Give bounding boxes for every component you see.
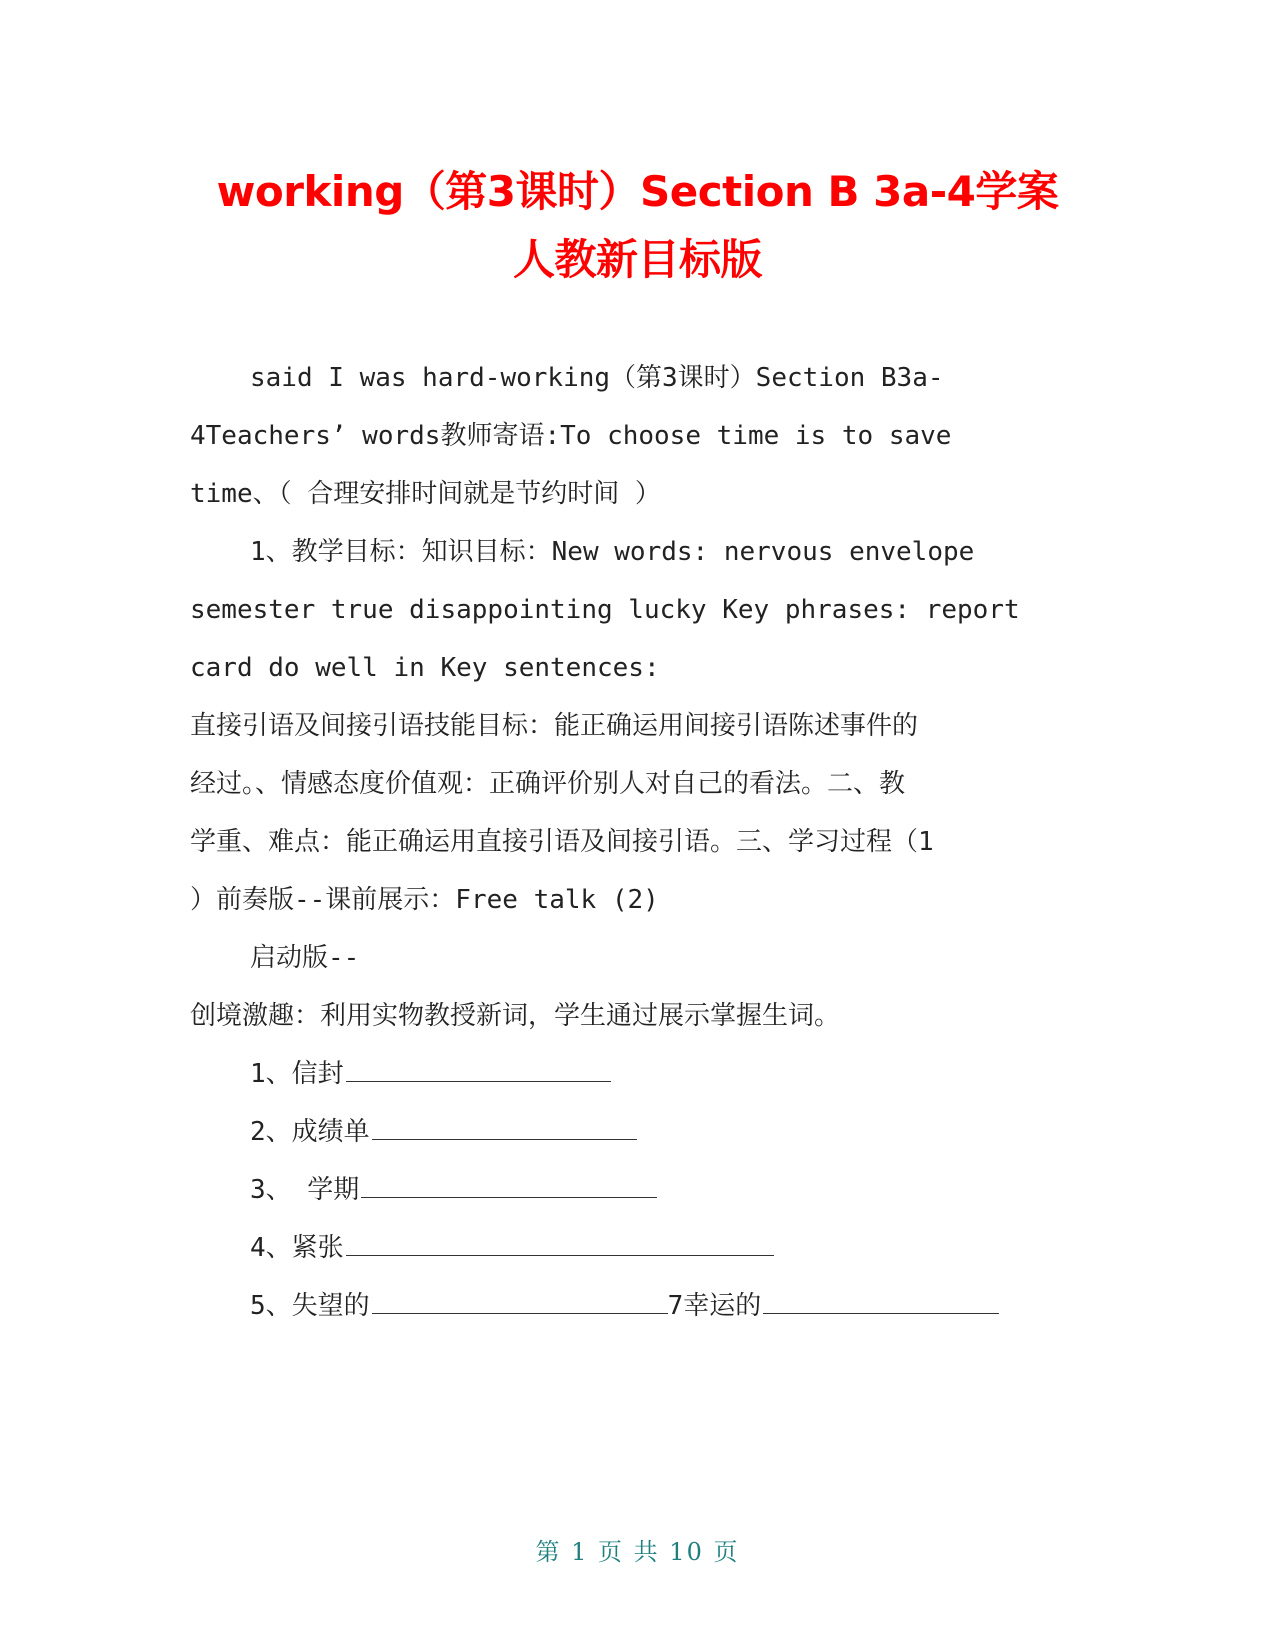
exercise-label: 5、失望的 — [250, 1291, 370, 1321]
exercise-label: 3、 学期 — [250, 1175, 360, 1205]
paragraph-line: 经过。、情感态度价值观：正确评价别人对自己的看法。二、教 — [190, 769, 906, 799]
answer-blank[interactable] — [372, 1287, 668, 1314]
paragraph-line: 创境激趣：利用实物教授新词，学生通过展示掌握生词。 — [190, 1001, 841, 1031]
exercise-label: 2、成绩单 — [250, 1117, 370, 1147]
paragraph-line: 启动版-- — [250, 943, 360, 973]
paragraph-line: 学重、难点：能正确运用直接引语及间接引语。三、学习过程（1 — [190, 827, 934, 857]
paragraph-line: 1、教学目标：知识目标：New words: nervous envelope — [250, 537, 975, 567]
answer-blank[interactable] — [346, 1229, 774, 1256]
paragraph-line: time、（ 合理安排时间就是节约时间 ） — [190, 479, 661, 509]
exercise-item — [250, 1160, 657, 1220]
exercise-label: 7幸运的 — [667, 1291, 762, 1321]
paragraph-line: 直接引语及间接引语技能目标：能正确运用间接引语陈述事件的 — [190, 711, 919, 741]
paragraph-line: said I was hard-working（第3课时）Section B3a- — [250, 363, 944, 393]
answer-blank[interactable] — [763, 1287, 999, 1314]
document-title-line-2: 人教新目标版 — [512, 235, 762, 284]
exercise-label: 4、紧张 — [250, 1233, 344, 1263]
answer-blank[interactable] — [346, 1055, 611, 1082]
paragraph-line: semester true disappointing lucky Key phrases: report — [190, 595, 1020, 625]
document-title-line-1: working（第3课时）Section B 3a-4学案 — [216, 167, 1059, 216]
paragraph-line: 4Teachers’ words教师寄语:To choose time is to save — [190, 421, 952, 451]
answer-blank[interactable] — [372, 1113, 637, 1140]
exercise-item — [250, 1044, 611, 1104]
exercise-item — [250, 1102, 637, 1162]
exercise-item — [250, 1276, 999, 1336]
exercise-label: 1、信封 — [250, 1059, 344, 1089]
paragraph-line: ）前奏版--课前展示：Free talk (2) — [190, 885, 659, 915]
exercise-item — [250, 1218, 774, 1278]
answer-blank[interactable] — [361, 1171, 657, 1198]
paragraph-line: card do well in Key sentences: — [190, 653, 660, 683]
page-indicator: 第 1 页 共 10 页 — [535, 1538, 740, 1566]
